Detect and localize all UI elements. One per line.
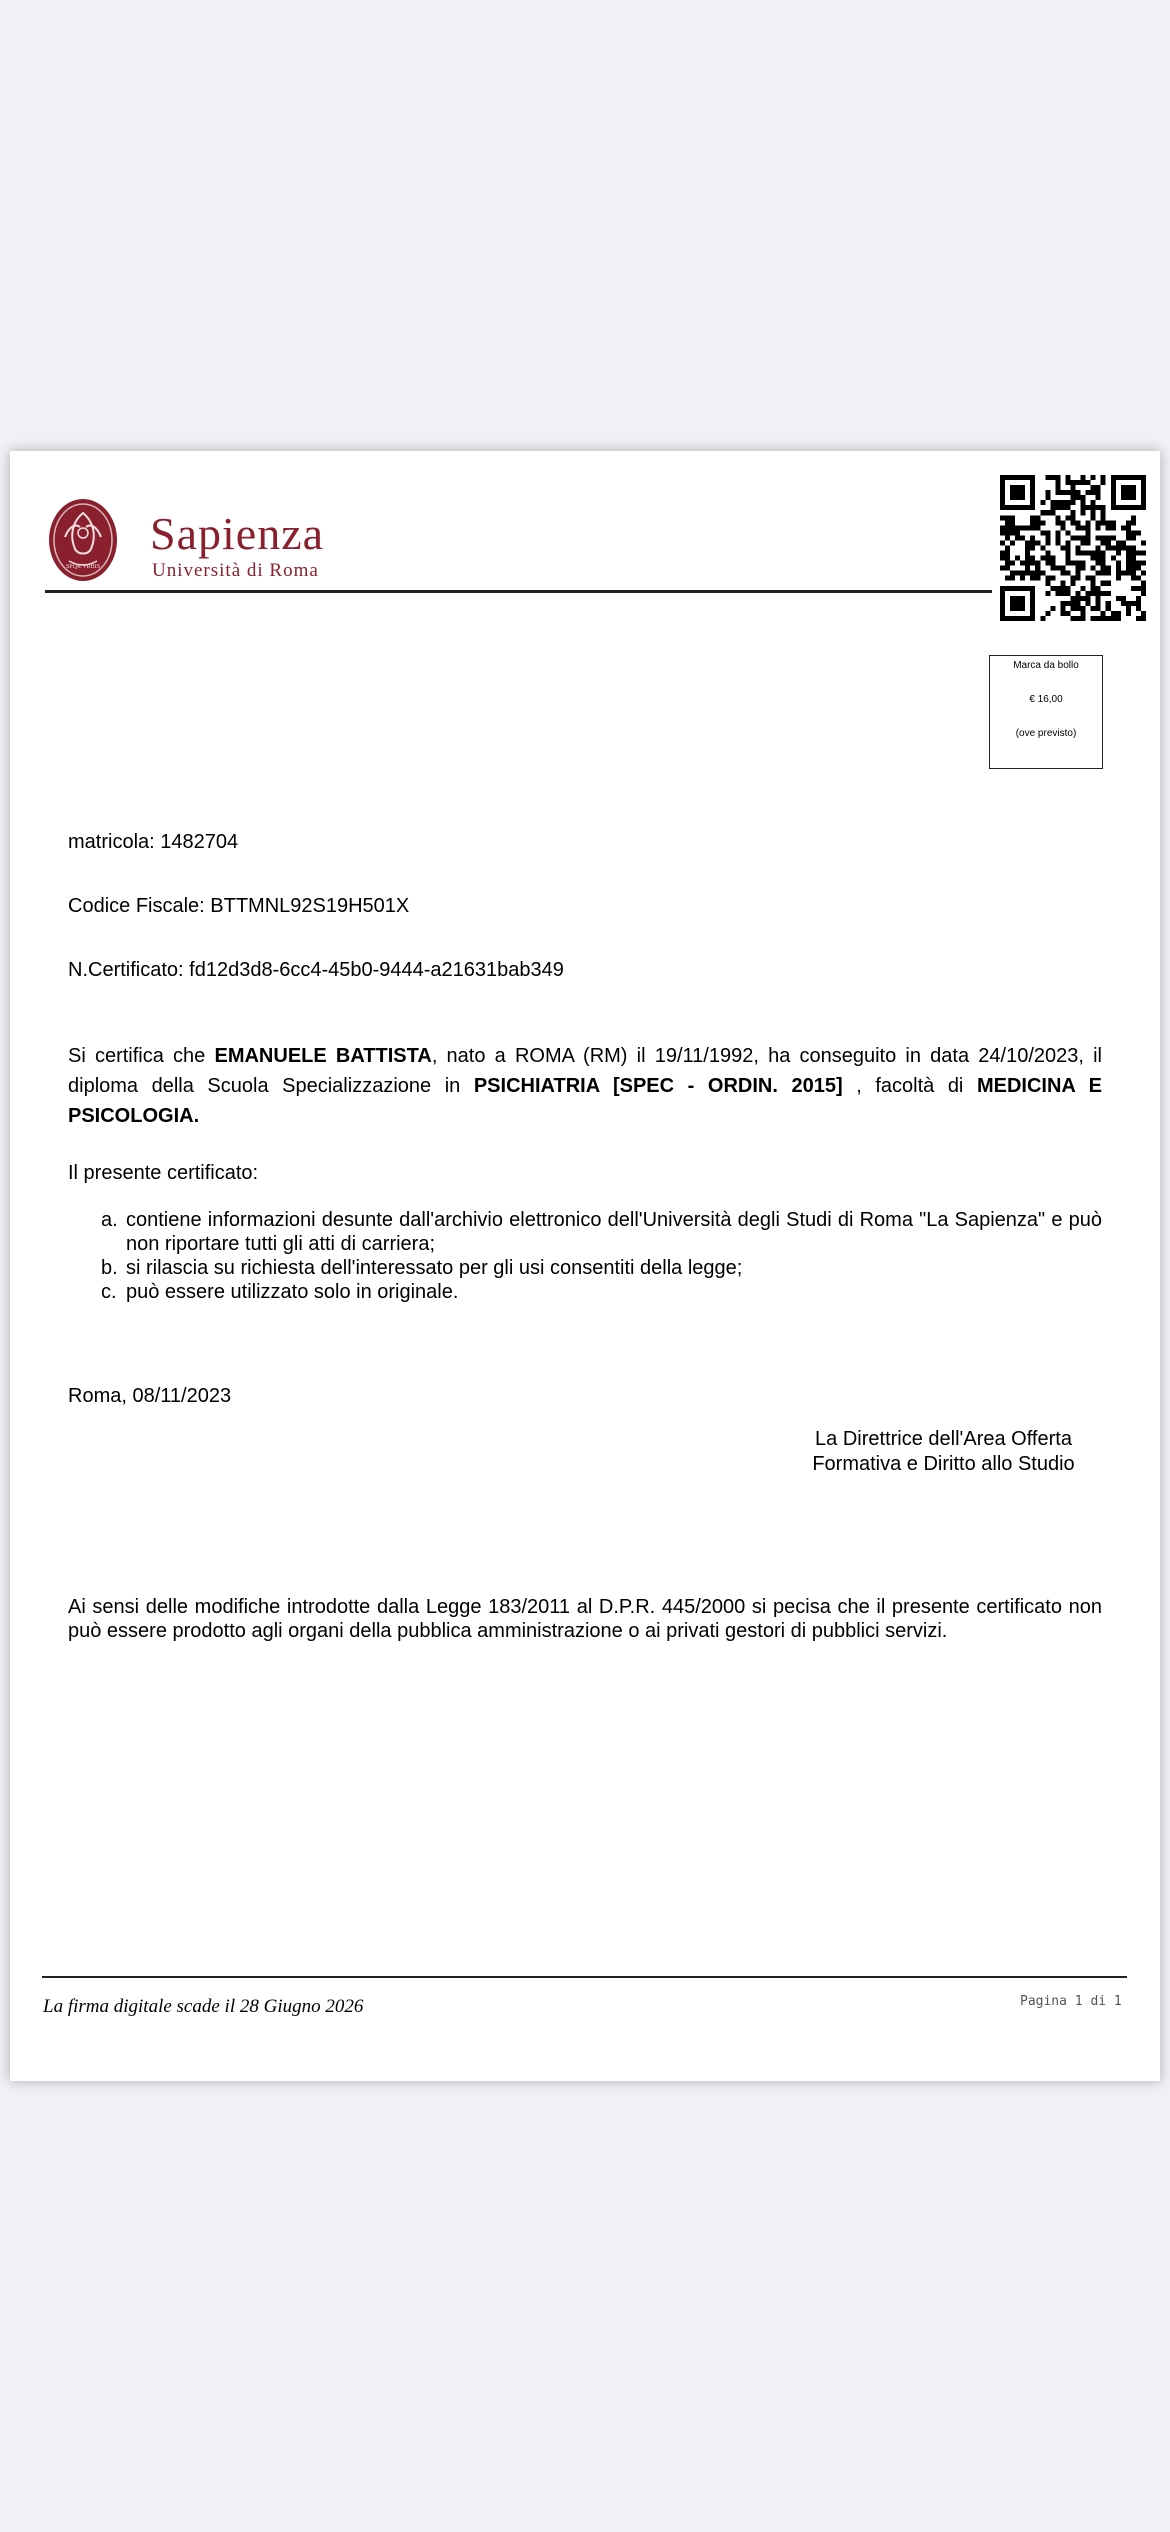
university-name: Sapienza xyxy=(150,508,325,559)
list-item xyxy=(101,1280,1102,1304)
faculty-name: MEDICINA E PSICOLOGIA. xyxy=(68,1075,1103,1127)
list-item-text: contiene informazioni desunte dall'archivio elettronico dell'Università degli Studi di Roma "La Sapienza" e può non riportare tutti gli atti di carriera; xyxy=(126,1209,1102,1255)
page-number: Pagina 1 di 1 xyxy=(1020,1994,1122,2009)
signature-expiry: La firma digitale scade il 28 Giugno 2026 xyxy=(43,1996,364,2017)
graduate-name: EMANUELE BATTISTA xyxy=(214,1045,432,1067)
legal-note: Ai sensi delle modifiche introdotte dalla Legge 183/2011 al D.P.R. 445/2000 si pecisa che il presente certificato non può essere prodotto agli organi della pubblica amministrazione o ai privati gestori di pubblici servizi. xyxy=(68,1596,1102,1642)
list-item-text: può essere utilizzato solo in originale. xyxy=(126,1281,459,1303)
place-date: Roma, 08/11/2023 xyxy=(68,1385,232,1407)
sapienza-seal-icon xyxy=(47,497,119,583)
cert-text-1: Si certifica che xyxy=(68,1045,215,1067)
university-logo xyxy=(47,497,347,597)
list-marker: c. xyxy=(101,1281,117,1303)
header-divider xyxy=(45,590,992,593)
signer-title-line2: Formativa e Diritto allo Studio xyxy=(812,1453,1075,1475)
university-subtitle: Università di Roma xyxy=(152,560,319,581)
cert-text-3: , facoltà di xyxy=(842,1075,977,1097)
list-item-text: si rilascia su richiesta dell'interessato per gli usi consentiti della legge; xyxy=(126,1257,743,1279)
list-marker: b. xyxy=(101,1257,118,1279)
signer-block xyxy=(752,1427,1135,1477)
list-item xyxy=(101,1256,1102,1280)
footer-divider xyxy=(42,1976,1127,1978)
matricola-field: matricola: 1482704 xyxy=(68,831,239,853)
stamp-amount: € 16,00 xyxy=(1029,694,1063,705)
codice-fiscale-field: Codice Fiscale: BTTMNL92S19H501X xyxy=(68,895,410,917)
qr-code-icon xyxy=(1000,475,1146,621)
signer-title-line1: La Direttrice dell'Area Offerta xyxy=(815,1428,1072,1450)
certification-paragraph xyxy=(68,1041,1102,1131)
certificate-page xyxy=(10,451,1160,2081)
list-item xyxy=(101,1208,1102,1256)
course-name: PSICHIATRIA [SPEC - ORDIN. 2015] xyxy=(473,1075,843,1097)
cert-text-2: , nato a ROMA (RM) il 19/11/1992, ha conseguito in data 24/10/2023, il diploma della Scuola Specializzazione in xyxy=(68,1045,1102,1097)
certificate-number-field: N.Certificato: fd12d3d8-6cc4-45b0-9444-a21631bab349 xyxy=(68,959,564,981)
svg-text:SPQR VRBIS: SPQR VRBIS xyxy=(65,564,101,570)
list-marker: a. xyxy=(101,1209,118,1231)
stamp-note: (ove previsto) xyxy=(1015,728,1077,739)
stamp-label: Marca da bollo xyxy=(1013,660,1079,671)
revenue-stamp-box xyxy=(989,655,1103,769)
certificate-intro: Il presente certificato: xyxy=(68,1162,259,1184)
